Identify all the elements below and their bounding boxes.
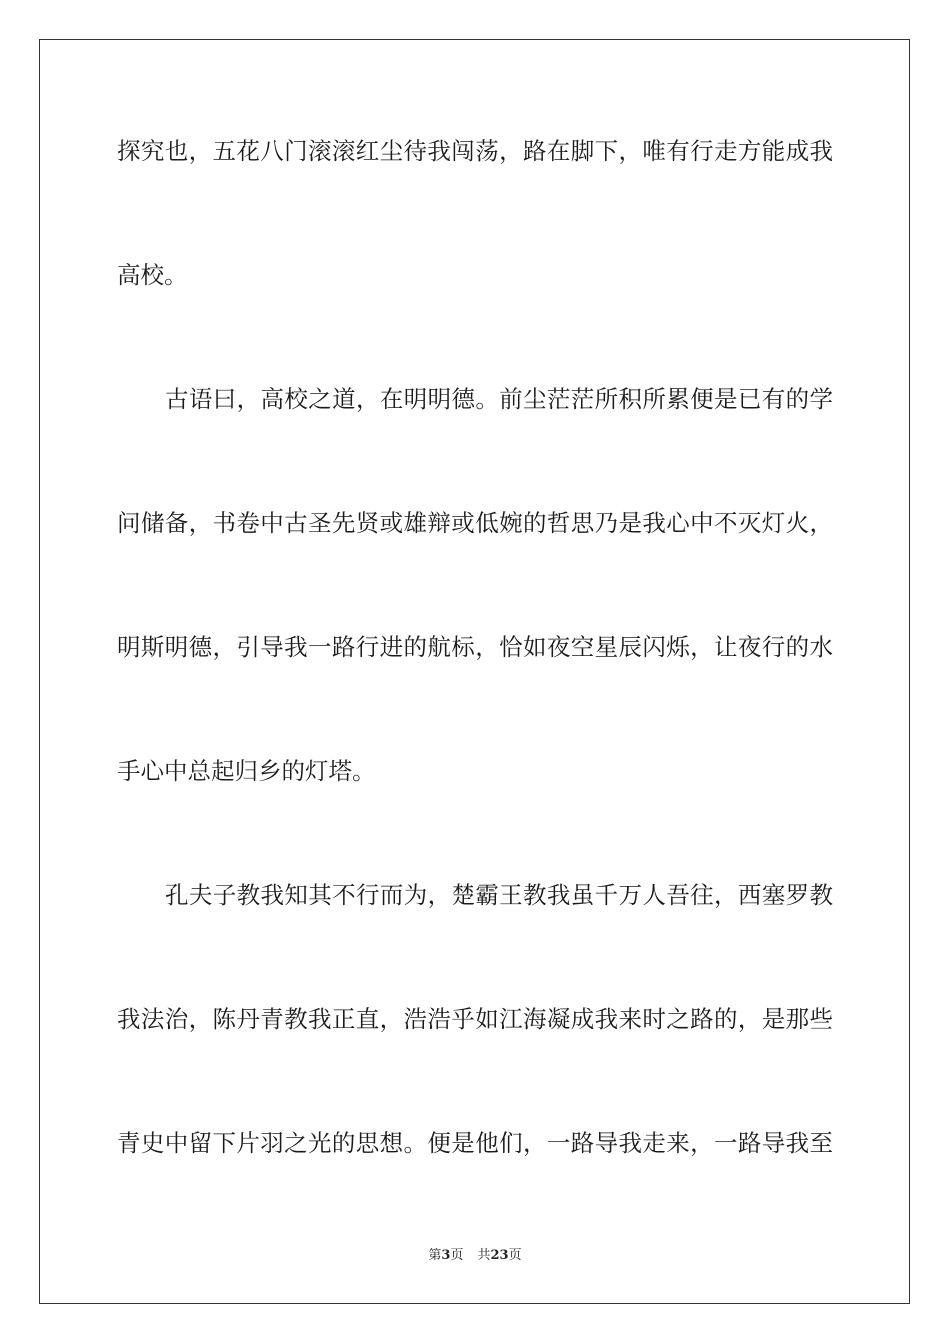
text-line-5: 明斯明德，引导我一路行进的航标，恰如夜空星辰闪烁，让夜行的水 xyxy=(117,633,833,661)
text-line-9: 青史中留下片羽之光的思想。便是他们，一路导我走来，一路导我至 xyxy=(117,1129,833,1157)
total-prefix: 共 xyxy=(477,1248,491,1263)
text-line-4: 问储备，书卷中古圣先贤或雄辩或低婉的哲思乃是我心中不灭灯火， xyxy=(117,509,833,537)
text-line-3: 古语曰，高校之道，在明明德。前尘茫茫所积所累便是已有的学 xyxy=(165,385,833,413)
text-line-2: 高校。 xyxy=(117,261,188,289)
total-suffix: 页 xyxy=(508,1248,522,1263)
document-body xyxy=(117,120,833,1236)
page-number: 3 xyxy=(441,1248,451,1263)
total-pages: 23 xyxy=(490,1248,509,1263)
text-line-6: 手心中总起归乡的灯塔。 xyxy=(117,757,376,785)
page-footer xyxy=(0,1244,950,1263)
text-line-8: 我法治，陈丹青教我正直，浩浩乎如江海凝成我来时之路的，是那些 xyxy=(117,1005,833,1033)
page-suffix: 页 xyxy=(450,1248,464,1263)
text-line-7: 孔夫子教我知其不行而为，楚霸王教我虽千万人吾往，西塞罗教 xyxy=(165,881,833,909)
page-prefix: 第 xyxy=(428,1248,442,1263)
text-line-1: 探究也，五花八门滚滚红尘待我闯荡，路在脚下，唯有行走方能成我 xyxy=(117,137,833,165)
